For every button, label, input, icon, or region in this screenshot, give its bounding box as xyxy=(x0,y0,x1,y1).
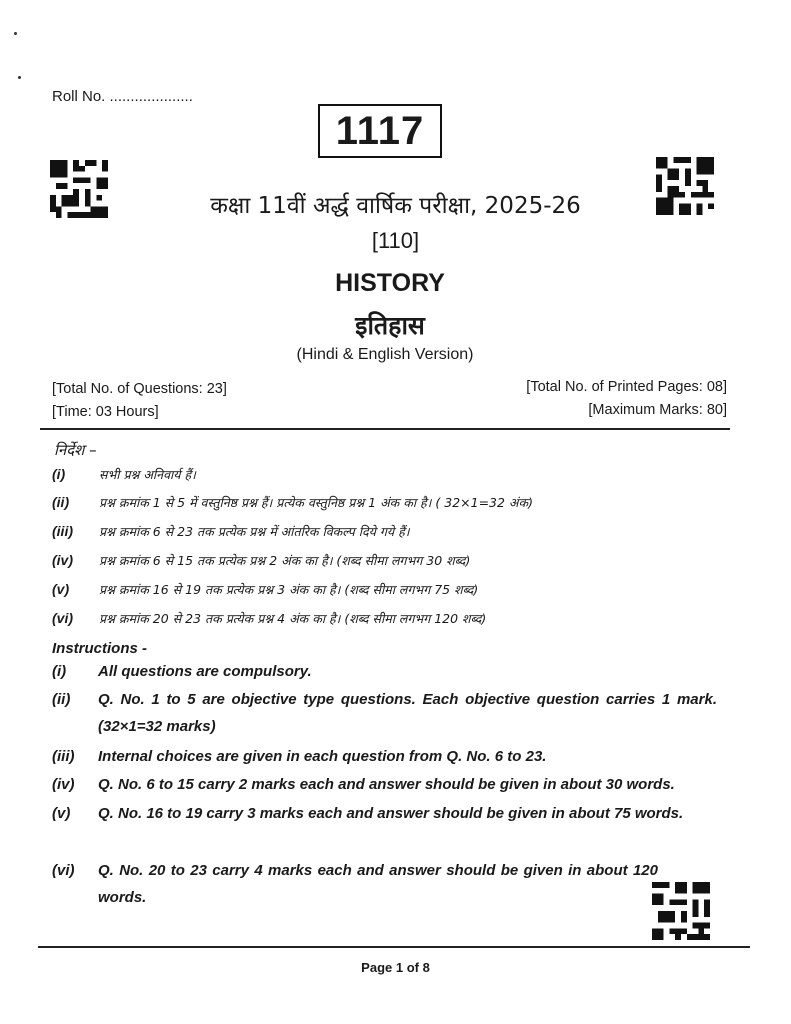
roll-number-line: Roll No. .................... xyxy=(52,88,193,105)
item-number: (v) xyxy=(52,805,71,822)
page-number: Page 1 of 8 xyxy=(361,960,430,975)
item-text: Internal choices are given in each question from Q. No. 6 to 23. xyxy=(98,748,547,765)
item-number: (iv) xyxy=(52,552,73,568)
total-questions: [Total No. of Questions: 23] xyxy=(52,381,227,397)
item-text: Q. No. 6 to 15 carry 2 marks each and answer should be given in about 30 words. xyxy=(98,776,675,793)
item-number: (iii) xyxy=(52,748,75,765)
item-number: (iv) xyxy=(52,776,75,793)
speck xyxy=(18,76,21,79)
english-instruction-item xyxy=(52,771,717,798)
divider-bottom xyxy=(38,946,750,948)
item-text: सभी प्रश्न अनिवार्य हैं। xyxy=(99,467,196,482)
speck xyxy=(14,32,17,35)
english-instruction-item xyxy=(52,800,717,827)
item-number: (i) xyxy=(52,663,67,680)
exam-title: कक्षा 11वीं अर्द्ध वार्षिक परीक्षा, 2025-26 xyxy=(210,193,581,219)
item-number: (iii) xyxy=(52,523,73,539)
qr-code-bottom xyxy=(652,882,710,940)
paper-code-box: 1117 xyxy=(318,104,442,158)
item-text: प्रश्न क्रमांक 16 से 19 तक प्रत्येक प्रश्न 3 अंक का है। (शब्द सीमा लगभग 75 शब्द) xyxy=(99,582,479,597)
english-instruction-item xyxy=(52,857,717,911)
item-number: (v) xyxy=(52,581,70,597)
item-text: Q. No. 16 to 19 carry 3 marks each and answer should be given in about 75 words. xyxy=(98,805,684,822)
subject-name-english: HISTORY xyxy=(335,269,445,297)
item-text: Q. No. 20 to 23 carry 4 marks each and answer should be given in about 120 words. xyxy=(98,862,658,906)
item-text: प्रश्न क्रमांक 1 से 5 में वस्तुनिष्ठ प्रश्न हैं। प्रत्येक वस्तुनिष्ठ प्रश्न 1 अंक का है। ( 32×1=32 अंक) xyxy=(99,495,533,510)
english-instruction-item xyxy=(52,743,717,770)
subject-name-hindi: इतिहास xyxy=(355,311,425,340)
item-text: प्रश्न क्रमांक 6 से 23 तक प्रत्येक प्रश्न में आंतरिक विकल्प दिये गये हैं। xyxy=(99,524,410,539)
item-text: प्रश्न क्रमांक 20 से 23 तक प्रत्येक प्रश्न 4 अंक का है। (शब्द सीमा लगभग 120 शब्द) xyxy=(99,611,487,626)
item-text: प्रश्न क्रमांक 6 से 15 तक प्रत्येक प्रश्न 2 अंक का है। (शब्द सीमा लगभग 30 शब्द) xyxy=(99,553,471,568)
english-instruction-item xyxy=(52,658,717,685)
item-number: (ii) xyxy=(52,494,70,510)
item-number: (vi) xyxy=(52,862,75,879)
maximum-marks: [Maximum Marks: 80] xyxy=(588,402,727,418)
item-number: (ii) xyxy=(52,691,71,708)
item-number: (vi) xyxy=(52,610,73,626)
divider-top xyxy=(40,428,730,430)
version-note: (Hindi & English Version) xyxy=(296,346,474,363)
hindi-instructions-heading: निर्देश – xyxy=(54,441,97,459)
printed-pages: [Total No. of Printed Pages: 08] xyxy=(526,379,727,395)
english-instruction-item xyxy=(52,686,717,740)
item-text: Q. No. 1 to 5 are objective type questions. Each objective question carries 1 mark. (32×1=32 marks) xyxy=(98,691,717,735)
time-allowed: [Time: 03 Hours] xyxy=(52,404,159,420)
subject-code: [110] xyxy=(371,228,420,253)
item-number: (i) xyxy=(52,466,66,482)
english-instructions-heading: Instructions - xyxy=(52,640,148,657)
item-text: All questions are compulsory. xyxy=(98,663,312,680)
